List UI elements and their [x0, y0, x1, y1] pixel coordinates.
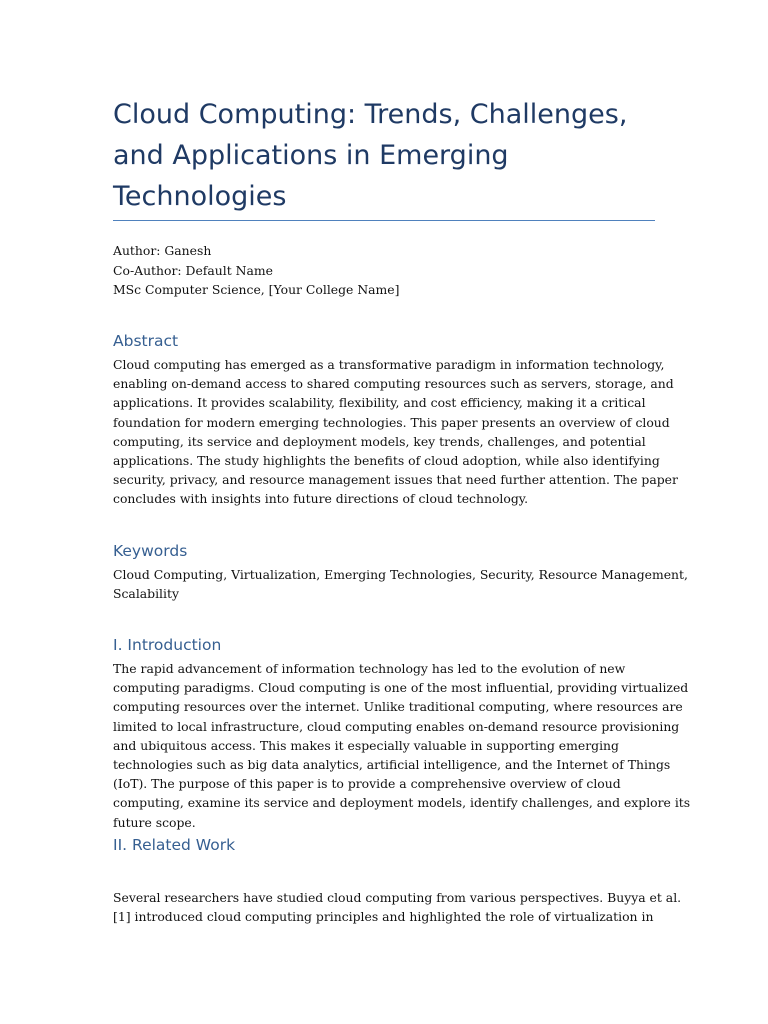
text-line: computing, its service and deployment models, key trends, challenges, and potential [113, 433, 646, 449]
affiliation-line: MSc Computer Science, [Your College Name] [113, 282, 400, 297]
text-line: enabling on-demand access to shared computing resources such as servers, storage, and [113, 376, 674, 392]
text-line: limited to local infrastructure, cloud computing enables on-demand resource provisioning [113, 718, 680, 734]
document-title: Cloud Computing: Trends, Challenges, and Applications in Emerging Technologies [113, 99, 628, 212]
text-line: computing paradigms. Cloud computing is one of the most influential, providing virtualized [113, 680, 689, 696]
text-line: Cloud computing has emerged as a transformative paradigm in information technology, [113, 357, 665, 372]
text-line: Cloud Computing, Virtualization, Emerging Technologies, Security, Resource Management, [113, 567, 688, 582]
title-divider [113, 220, 655, 221]
author-block [113, 241, 658, 300]
keywords-paragraph [113, 565, 688, 603]
text-line: computing, examine its service and deployment models, identify challenges, and explore its [113, 795, 691, 811]
coauthor-line: Co-Author: Default Name [113, 262, 273, 278]
text-line: (IoT). The purpose of this paper is to provide a comprehensive overview of cloud [113, 776, 621, 792]
text-line: concludes with insights into future directions of cloud technology. [113, 491, 529, 507]
text-line: future scope. [113, 814, 196, 830]
abstract-heading: Abstract [113, 332, 179, 350]
keywords-heading: Keywords [113, 542, 188, 560]
text-line: The rapid advancement of information technology has led to the evolution of new [113, 661, 626, 676]
text-line: applications. It provides scalability, flexibility, and cost efficiency, making it a critical [113, 395, 646, 411]
text-line: security, privacy, and resource management issues that need further attention. The paper [113, 472, 678, 488]
text-line: applications. The study highlights the benefits of cloud adoption, while also identifying [113, 453, 660, 469]
introduction-heading: I. Introduction [113, 636, 222, 654]
related-work-paragraph [113, 888, 682, 926]
text-line: foundation for modern emerging technologies. This paper presents an overview of cloud [113, 414, 670, 430]
text-line: Several researchers have studied cloud computing from various perspectives. Buyya et al. [113, 890, 682, 905]
abstract-paragraph [113, 355, 678, 509]
related-work-heading: II. Related Work [113, 836, 236, 854]
text-line: Scalability [113, 586, 179, 602]
text-line: computing resources over the internet. Unlike traditional computing, where resources are [113, 699, 683, 715]
text-line: technologies such as big data analytics, artificial intelligence, and the Internet of Things [113, 757, 671, 773]
text-line: [1] introduced cloud computing principles and highlighted the role of virtualization in [113, 909, 654, 925]
author-line: Author: Ganesh [113, 243, 212, 258]
text-line: and ubiquitous access. This makes it especially valuable in supporting emerging [113, 737, 619, 753]
introduction-paragraph [113, 659, 691, 832]
